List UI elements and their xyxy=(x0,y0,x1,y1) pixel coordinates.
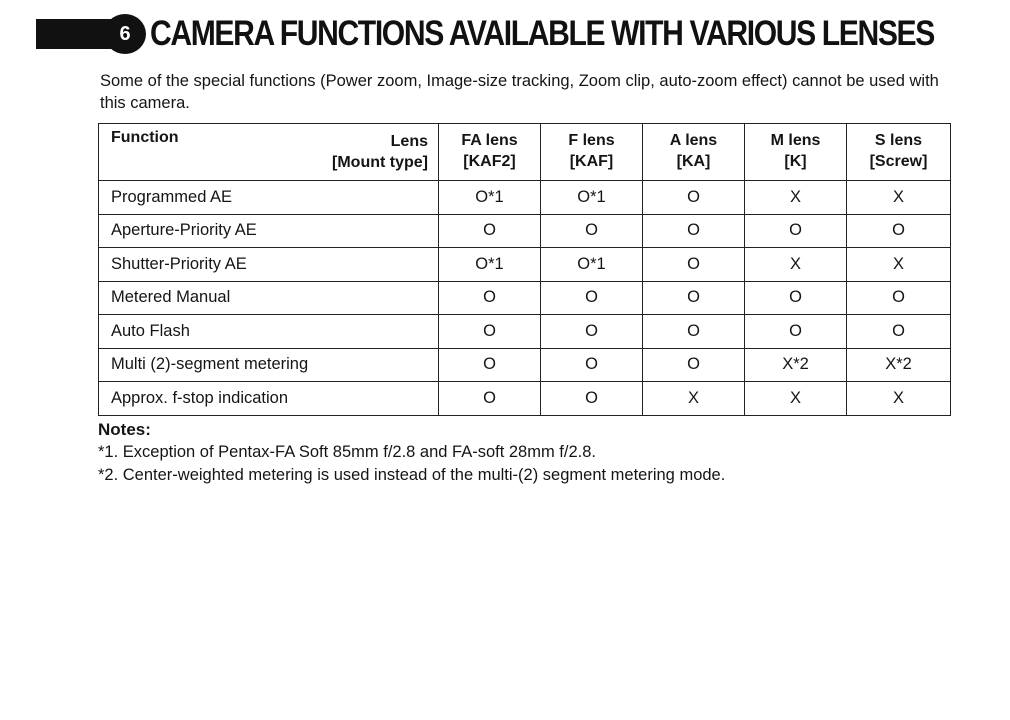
lens-mount: [K] xyxy=(784,153,807,170)
lens-name: F lens xyxy=(568,132,615,149)
table-cell: O xyxy=(745,281,847,315)
table-cell: O xyxy=(439,315,541,349)
page-title: CAMERA FUNCTIONS AVAILABLE WITH VARIOUS LENSES xyxy=(150,14,934,53)
table-row xyxy=(99,181,951,215)
table-row xyxy=(99,382,951,416)
column-header-fa-lens xyxy=(439,124,541,181)
row-label: Metered Manual xyxy=(99,281,439,315)
table-cell: O*1 xyxy=(439,248,541,282)
table-cell: O xyxy=(541,382,643,416)
intro-paragraph: Some of the special functions (Power zoom, Image-size tracking, Zoom clip, auto-zoom effect) cannot be used with this camera. xyxy=(100,72,939,112)
table-row xyxy=(99,348,951,382)
table-cell: O xyxy=(439,281,541,315)
lens-name: S lens xyxy=(874,132,923,149)
row-label: Programmed AE xyxy=(99,181,439,215)
table-cell: O xyxy=(643,348,745,382)
row-label: Aperture-Priority AE xyxy=(99,214,439,248)
column-header-a-lens xyxy=(643,124,745,181)
table-cell: O xyxy=(643,315,745,349)
table-cell: O*1 xyxy=(541,181,643,215)
lens-mount: [KA] xyxy=(676,153,711,170)
row-label: Multi (2)-segment metering xyxy=(99,348,439,382)
table-cell: X xyxy=(745,248,847,282)
table-cell: O xyxy=(745,315,847,349)
lens-label: Lens xyxy=(390,133,428,150)
table-cell: O xyxy=(439,382,541,416)
column-header-f-lens xyxy=(541,124,643,181)
table-cell: X xyxy=(847,382,951,416)
table-cell: O*1 xyxy=(439,181,541,215)
table-cell: X*2 xyxy=(847,348,951,382)
function-column-label: Function xyxy=(111,129,179,146)
lens-function-table xyxy=(98,123,951,416)
notes-section xyxy=(98,418,725,487)
table-cell: O xyxy=(643,181,745,215)
table-row xyxy=(99,281,951,315)
table-row xyxy=(99,315,951,349)
table-cell: O xyxy=(643,248,745,282)
note-item: *1. Exception of Pentax-FA Soft 85mm f/2.8 and FA-soft 28mm f/2.8. xyxy=(98,443,596,461)
table-cell: O xyxy=(541,281,643,315)
table-cell: X xyxy=(745,181,847,215)
table-row xyxy=(99,214,951,248)
notes-title: Notes: xyxy=(98,420,151,439)
row-label: Auto Flash xyxy=(99,315,439,349)
table-cell: X xyxy=(847,248,951,282)
lens-name: FA lens xyxy=(461,132,518,149)
table-cell: O xyxy=(847,214,951,248)
table-cell: O xyxy=(745,214,847,248)
table-cell: O xyxy=(541,315,643,349)
table-cell: X xyxy=(745,382,847,416)
table-cell: X*2 xyxy=(745,348,847,382)
table-cell: O xyxy=(541,348,643,382)
section-header xyxy=(36,14,1010,54)
lens-name: M lens xyxy=(770,132,821,149)
lens-mount: [Screw] xyxy=(869,153,928,170)
table-cell: X xyxy=(643,382,745,416)
lens-mount: [KAF2] xyxy=(463,153,516,170)
table-header-row xyxy=(99,124,951,181)
table-cell: O xyxy=(541,214,643,248)
table-cell: O xyxy=(439,348,541,382)
column-header-s-lens xyxy=(847,124,951,181)
row-label: Shutter-Priority AE xyxy=(99,248,439,282)
note-item: *2. Center-weighted metering is used instead of the multi-(2) segment metering mode. xyxy=(98,466,726,484)
table-cell: O xyxy=(643,214,745,248)
table-cell: O xyxy=(847,281,951,315)
table-cell: O*1 xyxy=(541,248,643,282)
column-header-m-lens xyxy=(745,124,847,181)
table-cell: O xyxy=(439,214,541,248)
lens-mount: [KAF] xyxy=(569,153,614,170)
table-cell: O xyxy=(643,281,745,315)
table-cell: X xyxy=(847,181,951,215)
corner-header-cell xyxy=(99,124,439,181)
section-tab-bar xyxy=(36,19,114,49)
row-label: Approx. f-stop indication xyxy=(99,382,439,416)
lens-mount-label xyxy=(332,131,428,173)
table-row xyxy=(99,248,951,282)
lens-name: A lens xyxy=(669,132,718,149)
mount-type-label: [Mount type] xyxy=(332,154,428,171)
table-cell: O xyxy=(847,315,951,349)
section-number-badge: 6 xyxy=(104,14,146,54)
